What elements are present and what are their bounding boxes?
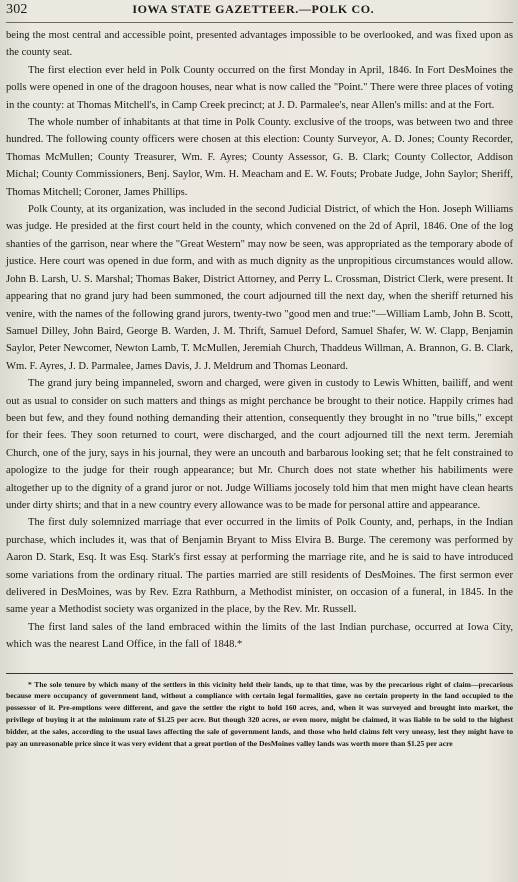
footnote: * The sole tenure by which many of the settlers in this vicinity held their lands, up to that time, was by the precarious right of claim—precarious because mere occupancy of government land, without a compliance with certain legal formalities, gave no certain property in the land occupied to the possessor of it. Pre-emptions were different, and gave the settler the right to hold 160 acres, and, when it was surveyed and brought into market, the privilege of buying it at the minimum rate of $1.25 per acre. But though 320 acres, or even more, might be claimed, it was liable to be sold to the highest bidder, at the sales, according to the usual laws affecting the sale of government lands, and those who held claims felt very uneasy, lest they might have to pay an unreasonable price since it was very evident that a great portion of the DesMoines valley lands was worth more than $1.25 per acre — [6, 679, 513, 748]
paragraph-first-election: The first election ever held in Polk County occurred on the first Monday in April, 1846. In Fort DesMoines the polls were opened in one of the dragoon houses, near what is now called the "Point." There were three places of voting in the county: at Thomas Mitchell's, in Camp Creek precinct; at J. D. Parmalee's, near Allen's mills: and at the Fort. — [6, 64, 513, 111]
page-header — [6, 2, 513, 23]
paragraph-grand-jury: The grand jury being impanneled, sworn and charged, were given in custody to Lewis Whitten, bailiff, and went out as usual to consider on such matters and things as might perchance be brought to their notice. Happily crimes had been but few, and they found nothing demanding their attention, consequently they brought in no "true bills," except for their fees. They soon returned to court, were discharged, and the court adjourned till the next term. Jeremiah Church, one of the jury, says in his journal, they were an uncouth and barbarous looking set; that he felt constrained to apologize to the judge for their rough appearance; but Mr. Church does not state whether his habiliments were altogether up to the dignity of a grand juror or not. Judge Williams jocosely told him that men might have clean hearts under dirty shirts; and that in a new country every allowance was to be made for personal attire and appearance. — [6, 378, 513, 511]
paragraph-inhabitants-officers: The whole number of inhabitants at that time in Polk County. exclusive of the troops, was between two and three hundred. The following county officers were chosen at this election: County Surveyor, A. D. Jones; County Recorder, Thomas McMullen; County Treasurer, Wm. F. Ayres; County Assessor, G. B. Clark; County Collector, Addison Michal; County Commissioners, Benj. Saylor, Wm. H. Meacham and E. W. Fouts; Probate Judge, John Saylor; Sheriff, Thomas Mitchell; Coroner, James Phillips. — [6, 117, 513, 198]
paragraph-continuation: being the most central and accessible point, presented advantages impossible to be overlooked, and was fixed upon as the county seat. — [6, 30, 513, 59]
body-text — [6, 23, 513, 654]
paragraph-land-sales: The first land sales of the land embraced within the limits of the last Indian purchase, occurred at Iowa City, which was the nearest Land Office, in the fall of 1848.* — [6, 621, 513, 651]
running-title: IOWA STATE GAZETTEER.—POLK CO. — [132, 2, 375, 16]
footnote-divider — [6, 673, 513, 674]
paragraph-first-marriage: The first duly solemnized marriage that ever occurred in the limits of Polk County, and, perhaps, in the Indian purchase, which includes it, was that of Benjamin Bryant to Miss Elvira B. Burge. The ceremony was performed by Aaron D. Stark, Esq. It was Esq. Stark's first essay at performing the marriage rite, and he is said to have introduced some variations from the ordinary ritual. The parties married are still residents of DesMoines. The first sermon ever delivered in DesMoines, was by Rev. Ezra Rathburn, a Methodist minister, on occasion of a funeral, in 1845. In the same year a Methodist society was organized in the place, by the Rev. Mr. Russell. — [6, 517, 513, 616]
paragraph-judicial-district: Polk County, at its organization, was included in the second Judicial District, of which the Hon. Joseph Williams was judge. He presided at the first court held in the county, which convened on the 2d of April, 1846. One of the log shanties of the garrison, near where the "Great Western" may now be seen, was appropriated as the temporary abode of justice. Here court was opened in due form, and with as much dignity as the unpropitious circumstances would allow. John B. Larsh, U. S. Marshal; Thomas Baker, District Attorney, and Perry L. Crossman, District Clerk, were present. It appearing that no grand jury had been summoned, the court adjourned till the next day, when the sheriff returned his venire, with the names of the following grand jurors, twenty-two "good men and true:"—William Lamb, John B. Scott, Samuel Dilley, John Baird, George B. Warden, J. M. Thrift, Samuel Deford, Samuel Shafer, W. W. Clapp, Benjamin Saylor, Peter Newcomer, Newton Lamb, T. McMullen, Jeremiah Church, Thaddeus Willman, A. Brannon, G. B. Clark, Wm. F. Ayres, J. D. Parmalee, James Davis, J. J. Meldrum and Thomas Leonard. — [6, 204, 513, 372]
page-number: 302 — [6, 2, 28, 17]
footnotes — [6, 679, 513, 750]
